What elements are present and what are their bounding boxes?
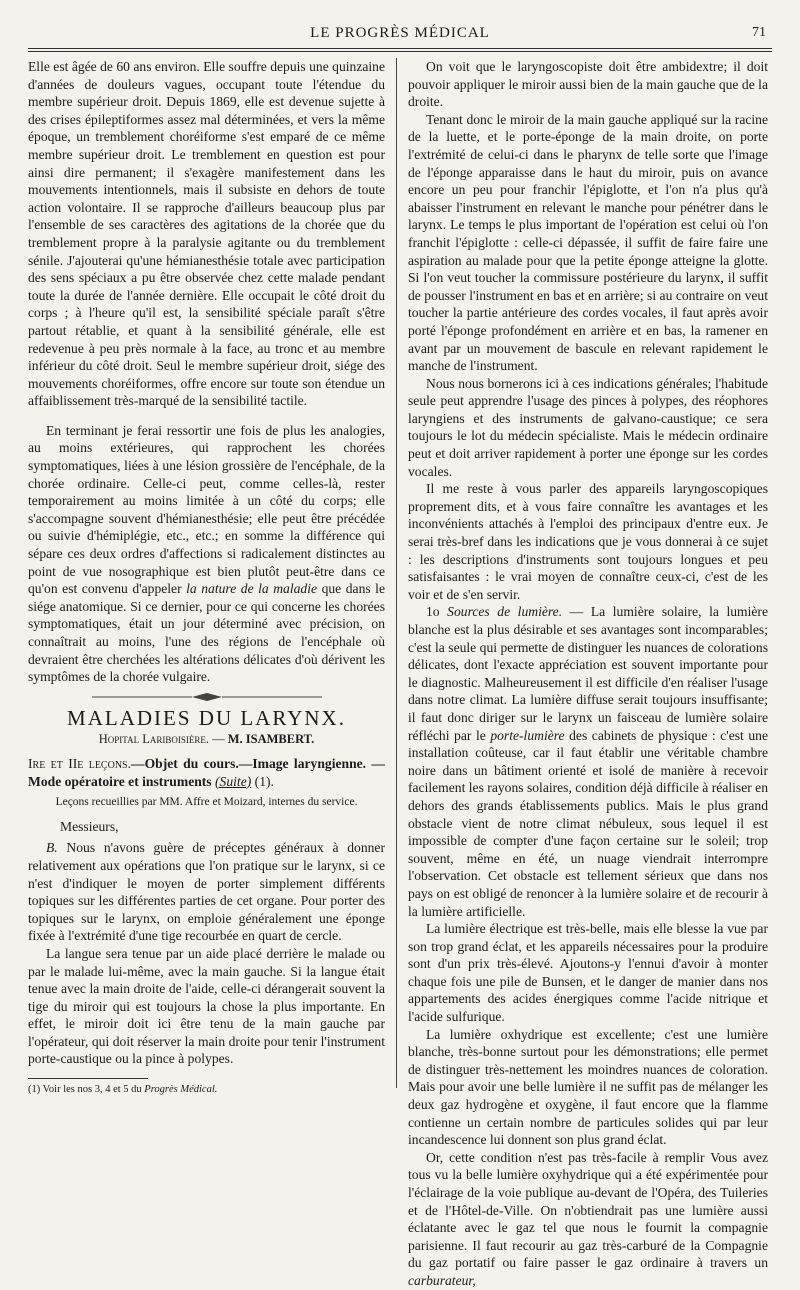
header-rule-2 [28, 51, 772, 52]
section-hospital: Hopital Lariboisière. — M. ISAMBERT. [98, 732, 315, 747]
paragraph: B. Nous n'avons guère de préceptes généraux à donner relativement aux opérations que l'on pratique sur le larynx, si ce n'est d'indiquer le moyen de porter simplement différents topiques sur les différentes parties de cet organe. Pour porter des topiques sur le larynx, on emploie généralement une éponge fixée à l'extrémité d'une tige recourbée en quart de cercle. [28, 840, 385, 944]
paragraph: En terminant je ferai ressortir une fois de plus les analogies, au moins extérieures, qui rapprochent les chorées symptomatiques, liées à une lésion grossière de l'encéphale, de la chorée ordinaire. Celle-ci peut, comme celles-là, rester temporairement au moins limitée à un côté du corps; elle s'accompagne souvent d'hémianesthésie; elle peut être précédée ou suivie d'hémiplégie, etc., etc.; en somme la différence qui sépare ces deux ordres d'affections si radicalement distinctes au point de vue nosographique est bien plutôt peut-être dans ce qu'on est convenu d'appeler la nature de la maladie que dans le siége anatomique. Si ce dernier, pour ce qui concerne les chorées symptomatiques, était un jour déterminé avec précision, on connaîtrait au moins, l'une des régions de l'encéphale où devraient être cherchées les altérations délicates d'où dérivent les symptômes de la chorée vulgaire. [28, 422, 385, 685]
journal-title: LE PROGRÈS MÉDICAL [310, 25, 490, 41]
page-header [28, 22, 772, 44]
paragraph: La lumière électrique est très-belle, mais elle blesse la vue par son trop grand éclat, et les appareils nécessaires pour la produire sont d'un prix très-élevé. Ajoutons-y l'ennui d'avoir à monter chaque fois une pile de Bunsen, et le danger de manier dans nos appartements des acides énergiques comme l'acide nitrique et l'acide sulfurique. [408, 921, 768, 1025]
paragraph: La lumière oxhydrique est excellente; c'est une lumière blanche, très-bonne surtout pour les démonstrations; elle permet de distinguer très-nettement les moindres nuances de coloration. Mais pour avoir une belle lumière il ne suffit pas de mélanger les deux gaz hydrogène et oxygène, il faut encore que la flamme contienne un certain nombre de particules solides qui par leur incandescence lui donnent son plus grand éclat. [408, 1026, 768, 1148]
footnote: (1) Voir les nos 3, 4 et 5 du Progrès Médical. [28, 1084, 218, 1096]
paragraph: Elle est âgée de 60 ans environ. Elle souffre depuis une quinzaine d'années de douleurs vagues, occupant toute l'étendue du membre supérieur droit. Depuis 1869, elle est devenue sujette à des crises épileptiformes assez mal déterminées, et vers la même époque, un tremblement choréiforme s'est emparé de ce même membre supérieur droit. Le tremblement en question est pour ainsi dire permanent; il s'exagère manifestement dans les mouvements intentionnels, mais il subsiste en dehors de toute action volontaire. Il se rapproche d'ailleurs beaucoup plus par l'ensemble de ses caractères des agitations de la chorée que du tremblement propre à la paralysie agitante ou du tremblement sénile. J'ajouterai qu'une hémianesthésie totale avec participation des sens spéciaux a pu être observée chez cette malade pendant toute la durée de l'année dernière. Elle occupait le côté droit du corps ; à l'heure qu'il est, la sensibilité spéciale paraît s'être partout rétablie, et quant à la sensibilité générale, elle est redevenue à peu près normale à la face, au tronc et au membre inférieur du côté droit. Seul le membre supérieur droit, siége des mouvements choréiformes, offre encore sur toute son étendue un affaiblissement très-marqué de la sensibilité tactile. [28, 59, 385, 409]
column-divider [396, 58, 397, 1088]
lecture-credit: Leçons recueillies par MM. Affre et Moizard, internes du service. [55, 796, 358, 809]
section-title: MALADIES DU LARYNX. [67, 705, 346, 730]
left-column [28, 58, 385, 1096]
ornament-divider [28, 692, 385, 702]
paragraph: Or, cette condition n'est pas très-facile à remplir Vous avez tous vu la belle lumière oxyhydrique qui a été expérimentée pour l'éclairage de la voie publique au-devant de l'Opéra, des Tuileries et de l'Hôtel-de-Ville. On n'obtiendrait pas une lumière aussi éclatante avec le gaz tel que nous le fournit la compagnie parisienne. Il faut recourir au gaz très-carburé de la Compagnie du gaz portatif ou faire passer le gaz ordinaire à travers un carburateur, [408, 1149, 768, 1288]
paragraph: 1o Sources de lumière. — La lumière solaire, la lumière blanche est la plus désirable et ses avantages sont incomparables; c'est la seule qui permette de distinguer les nuances de colorations délicates, dont l'exacte appréciation est souvent importante pour le diagnostic. Malheureusement il est difficile d'en réaliser l'usage dans notre climat. La lumière diffuse serait toujours insuffisante; il faut donc diriger sur le larynx un faisceau de lumière solaire réfléchi par le porte-lumière des cabinets de physique : c'est une installation coûteuse, car il faut établir une véritable chambre noire dans un bâtiment orienté et isolé de manière à recevoir facilement les rayons solaires, condition déjà difficile à réaliser en dehors des grands établissements publics. Mais le plus grand obstacle vient de notre climat nébuleux, sous lequel il est impossible de compter d'une façon certaine sur le soleil; trop souvent, même en été, un nuage viendrait interrompre l'observation. Cet obstacle est tellement sérieux que dans nos pays on est obligé de renoncer à la lumière solaire et de recourir à la lumière artificielle. [408, 604, 768, 919]
lecture-heading: Ire et IIe leçons.—Objet du cours.—Image laryngienne. — Mode opératoire et instruments (Suite) (1). [28, 755, 385, 789]
author-name: M. ISAMBERT. [227, 732, 315, 747]
paragraph: La langue sera tenue par un aide placé derrière le malade ou par le malade lui-même, avec la main gauche. Si la langue était tenue avec la main droite de l'aide, celle-ci dérangerait souvent la tige du miroir qui est toujours la chose la plus importante. En effet, le miroir doit ici être tenu de la main gauche par l'opérateur, qui doit réserver la main droite pour tenir l'instrument porte-caustique ou la pince à polypes. [28, 945, 385, 1067]
emphasis: la nature de la maladie [186, 581, 318, 597]
paragraph: Tenant donc le miroir de la main gauche appliqué sur la racine de la luette, et le porte-éponge de la main droite, on porte l'extrémité de celui-ci dans le pharynx de telle sorte que l'image de l'éponge apparaisse dans le haut du miroir, puis on avance encore un peu pour franchir l'épiglotte, et l'on n'a plus qu'à abaisser l'instrument en relevant le manche pour pénétrer dans le larynx. Le temps le plus important de l'opération est celui où l'on franchit l'épiglotte : celle-ci dépassée, il suffit de faire faire une aspiration au malade pour que la petite éponge atteigne la glotte. Si l'on veut toucher la commissure postérieure du larynx, il suffit de pousser l'instrument en bas et en arrière; si au contraire on veut toucher la partie antérieure des cordes vocales, il faut après avoir porté l'éponge profondément en arrière et en bas, la ramener en avant par un mouvement de bascule en relevant rapidement le manche de l'instrument. [408, 111, 768, 374]
footnote-rule [28, 1078, 148, 1079]
right-column [408, 58, 768, 1290]
paragraph: Nous nous bornerons ici à ces indications générales; l'habitude seule peut apprendre l'usage des pinces à polypes, des réophores laryngiens et des instruments de galvano-caustique; ce sera toujours le lot du médecin spécialiste. Mais le médecin ordinaire peut et doit arriver rapidement à porter une éponge sur les cordes vocales. [408, 375, 768, 479]
salutation: Messieurs, [60, 818, 119, 834]
page-number: 71 [752, 25, 766, 40]
paragraph: Il me reste à vous parler des appareils laryngoscopiques proprement dits, et à vous faire connaître les avantages et les inconvénients attachés à l'emploi des principaux d'entre eux. Je serai très-bref dans les indications que je vous donnerai à ce sujet : les descriptions d'instruments sont toujours longues et peu satisfaisantes : le vrai moyen de connaître ceux-ci, c'est de les voir et de s'en servir. [408, 481, 768, 602]
paragraph: On voit que le laryngoscopiste doit être ambidextre; il doit pouvoir appliquer le miroir aussi bien de la main gauche que de la droite. [408, 59, 768, 110]
header-rule [28, 48, 772, 49]
